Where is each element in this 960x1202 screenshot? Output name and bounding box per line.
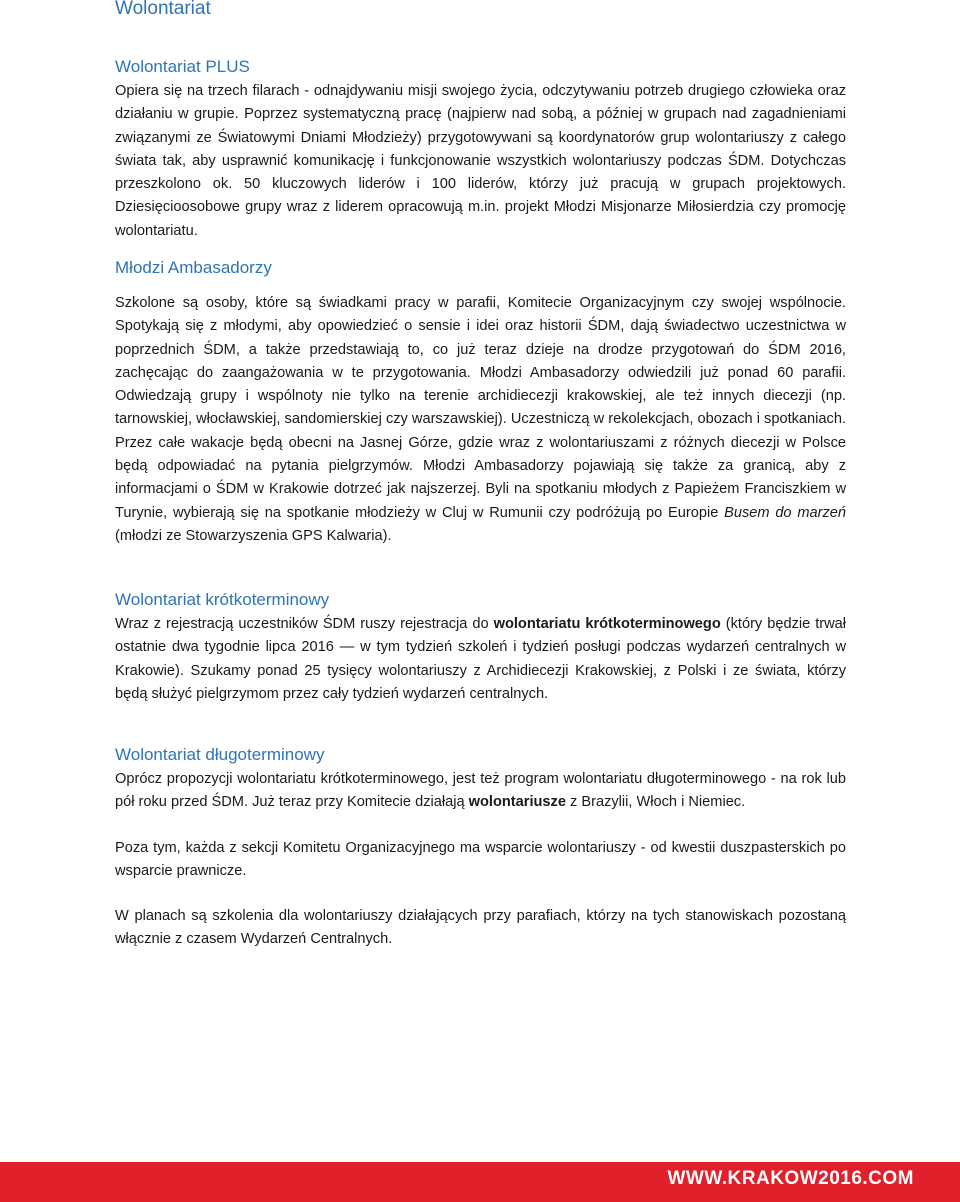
section-heading: Wolontariat krótkoterminowy: [115, 590, 330, 609]
paragraph-text: Szkolone są osoby, które są świadkami pracy w parafii, Komitecie Organizacyjnym czy swojej wspólnocie. Spotykają się z młodymi, aby opowiedzieć o sensie i idei oraz historii ŚDM, dają świadectwo uczestnictwa w poprzednich ŚDM, a także przedstawiają to, co już teraz dzieje na drodze przygotowań do ŚDM 2016, zachęcając do zaangażowania w te przygotowania. Młodzi Ambasadorzy odwiedzili już ponad 60 parafii. Odwiedzają grupy i wspólnoty nie tylko na terenie archidiecezji krakowskiej, ale też innych diecezji (np. tarnowskiej, włocławskiej, sandomierskiej czy warszawskiej). Uczestniczą w rekolekcjach, obozach i spotkaniach. Przez całe wakacje będą obecni na Jasnej Górze, gdzie wraz z wolontariuszami z różnych diecezji w Polsce będą odpowiadać na pytania pielgrzymów. Młodzi Ambasadorzy pojawiają się także za granicą, aby z informacjami o ŚDM w Krakowie dotrzeć jak najszerzej. Byli na spotkaniu młodych z Papieżem Franciszkiem w Turynie, wybierają się na spotkanie młodzieży w Cluj w Rumunii czy podróżują po Europie: [115, 295, 846, 521]
footer-url: WWW.KRAKOW2016.COM: [667, 1168, 914, 1189]
bold-phrase: wolontariatu krótkoterminowego: [493, 616, 721, 632]
section-wolontariat-krotkoterminowy: [115, 589, 846, 706]
paragraph-text: Wraz z rejestracją uczestników ŚDM ruszy rejestracja do: [115, 616, 494, 632]
document-title: Wolontariat: [115, 0, 211, 19]
section-heading: Wolontariat długoterminowy: [115, 745, 325, 764]
document-page: [115, 0, 847, 948]
section-paragraph: [115, 768, 846, 815]
section-wolontariat-plus: [115, 56, 846, 243]
paragraph-text: z Brazylii, Włoch i Niemiec.: [565, 794, 746, 811]
paragraph-text: (który będzie trwał ostatnie dwa tygodnie lipca 2016 — w tym tydzień szkoleń i tydzień posługi podczas wydarzeń centralnych w Krakowie). Szukamy ponad 25 tysięcy wolontariuszy z Archidiecezji Krakowskiej, z Polski i ze świata, którzy będą służyć pielgrzymom przez cały tydzień wydarzeń centralnych.: [115, 616, 847, 702]
section-wolontariat-dlugoterminowy: [115, 744, 846, 952]
section-paragraph: [115, 292, 846, 548]
paragraph-text: Oprócz propozycji wolontariatu krótkoterminowego, jest też program wolontariatu długoterminowego - na rok lub pół roku przed ŚDM. Już teraz przy Komitecie działają: [115, 771, 846, 811]
paragraph-text: (młodzi ze Stowarzyszenia GPS Kalwaria).: [115, 527, 392, 544]
bold-phrase: wolontariusze: [468, 794, 566, 811]
italic-phrase: Busem do marzeń: [724, 504, 846, 521]
section-mlodzi-ambasadorzy: [115, 257, 846, 548]
section-paragraph: Opiera się na trzech filarach - odnajdywaniu misji swojego życia, odczytywaniu potrzeb drugiego człowieka oraz działaniu w grupie. Poprzez systematyczną pracę (najpierw nad sobą, a później w grupach nad zagadnieniami związanymi ze Światowymi Dniami Młodzieży) przygotowywani są koordynatorów grup wolontariuszy z całego świata tak, aby usprawnić komunikację i funkcjonowanie wszystkich wolontariuszy podczas ŚDM. Dotychczas przeszkolono ok. 50 kluczowych liderów i 100 liderów, którzy już pracują w grupach projektowych. Dziesięcioosobowe grupy wraz z liderem opracowują m.in. projekt Młodzi Misjonarze Miłosierdzia czy promocję wolontariatu.: [115, 83, 846, 239]
section-paragraph: [115, 613, 846, 706]
section-paragraph: Poza tym, każda z sekcji Komitetu Organizacyjnego ma wsparcie wolontariuszy - od kwestii duszpasterskich po wsparcie prawnicze.: [115, 839, 846, 879]
section-heading: Wolontariat PLUS: [115, 57, 250, 76]
section-paragraph: W planach są szkolenia dla wolontariuszy działających przy parafiach, którzy na tych stanowiskach pozostaną włącznie z czasem Wydarzeń Centralnych.: [115, 908, 846, 948]
footer-banner: [0, 1162, 960, 1202]
section-heading: Młodzi Ambasadorzy: [115, 258, 272, 277]
